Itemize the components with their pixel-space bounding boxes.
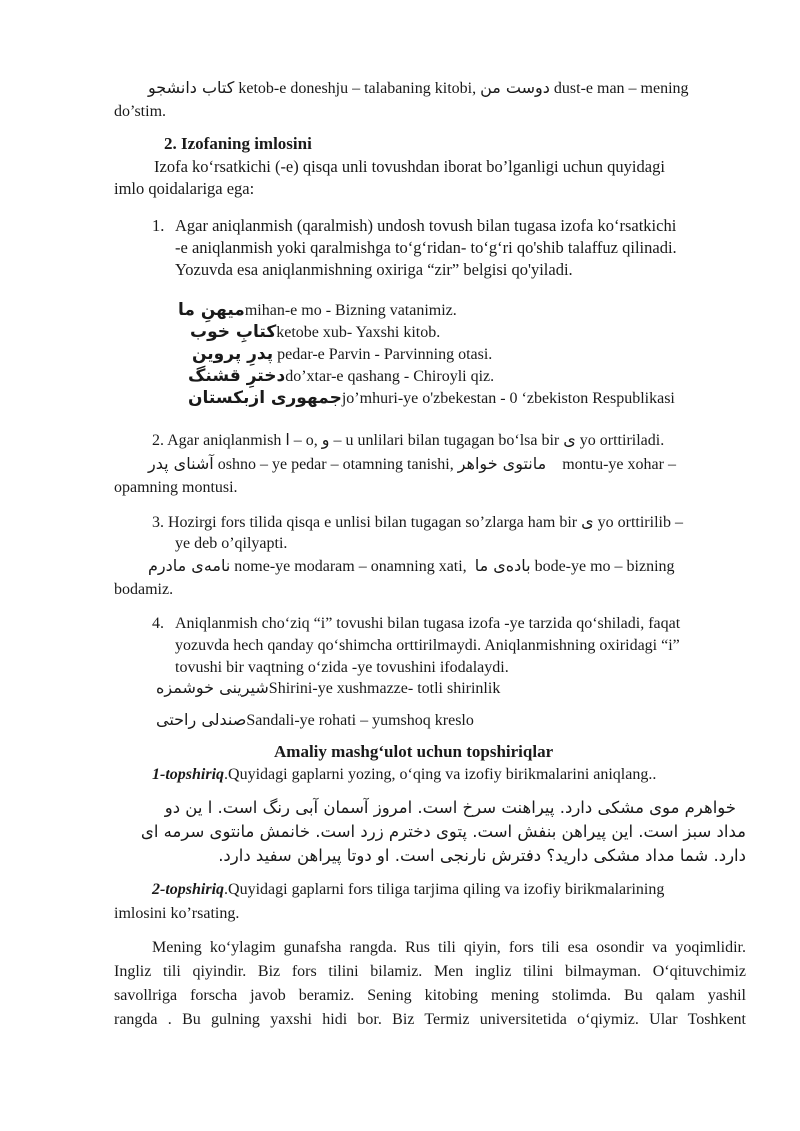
paragraph-line: Mening ko‘ylagim gunafsha rangda. Rus tili qiyin, fors tili esa osondir va yoqimlidir. [152,939,746,956]
transliteration: nome-ye modaram – onamning xati, [234,558,467,575]
intro-line: imlo qoidalariga ega: [114,179,255,198]
persian-letter: ی [563,430,576,449]
persian-exercise-line: دارد. شما مداد مشکی دارید؟ دفترش نارنجی است. او دوتا پیراهن سفید دارد. [218,846,746,865]
example-line [148,454,676,475]
example-translation: pedar-e Parvin - Parvinning otasi. [273,346,493,363]
rule-text: – u unlilari bilan tugagan bo‘lsa bir [333,432,560,449]
rule-line [152,430,664,451]
persian-example: جمهوری ازبکستان [188,388,342,408]
persian-letter: ا [285,430,290,449]
paragraph-example-line [148,78,689,99]
example-line: opamning montusi. [114,479,238,496]
persian-text: مانتوی خواهر [457,454,547,473]
rule-line: Yozuvda esa aniqlanmishning oxiriga “zir” belgisi qo'yiladi. [175,260,573,279]
transliteration: dust-e man – mening [553,80,689,97]
rule-line: Aniqlanmish cho‘ziq “i” tovushi bilan tugasa izofa -ye tarzida qo‘shiladi, faqat [175,615,681,632]
example-line [156,710,474,731]
persian-example: کتابِ خوب [190,322,277,342]
task-label: 2-topshiriq [152,881,225,898]
persian-letter: و [321,430,330,449]
section-heading: 2. Izofaning imlosini [164,134,312,153]
example-translation: do’xtar-e qashang - Chiroyli qiz. [285,368,495,385]
persian-exercise-line: مداد سبز است. این پیراهن بنفش است. پتوی دخترم زرد است. خانمش مانتوی سرمه ای [140,822,746,841]
persian-exercise-line: خواهرم موی مشکی دارد. پیراهنت سرخ است. امروز آسمان آبی رنگ است. ا ین دو [164,798,736,817]
transliteration: montu-ye xohar – [562,456,676,473]
paragraph-line: Ingliz tili qiyindir. Biz fors tilini bilamiz. Men ingliz tilini bilmayman. O‘qituvchimiz [114,963,746,980]
example-line: bodamiz. [114,581,174,598]
task-line [152,765,656,785]
persian-text: کتاب دانشجو [148,78,235,97]
task-line: imlosini ko’rsating. [114,905,240,922]
example-translation: ketobe xub- Yaxshi kitob. [276,324,441,341]
example-line [192,344,492,365]
task-text: .Quyidagi gaplarni yozing, o‘qing va izofiy birikmalarini aniqlang.. [224,766,657,783]
persian-example: دخترِ قشنگ [188,366,286,386]
paragraph-line: do’stim. [114,103,167,120]
rule-line: tovushi bir vaqtning o‘zida -ye tovushini ifodalaydi. [175,659,509,676]
rule-number: 3. [152,514,164,531]
example-line [188,388,675,409]
persian-text: صندلی راحتی [156,710,247,729]
rule-line: ye deb o’qilyapti. [175,535,288,552]
persian-example: پدرِ پروین [192,344,274,364]
paragraph-line: rangda . Bu gulning yaxshi hidi bor. Biz Termiz universitetida o‘qiymiz. Ular Toshkent [114,1011,746,1028]
rule-text: yo orttiriladi. [579,432,665,449]
example-line [190,322,440,343]
intro-line: Izofa ko‘rsatkichi (-e) qisqa unli tovushdan iborat bo’lganligi uchun quyidagi [154,157,665,176]
rule-line: Agar aniqlanmish (qaralmish) undosh tovush bilan tugasa izofa ko‘rsatkichi [175,216,677,235]
task-text: .Quyidagi gaplarni fors tiliga tarjima qiling va izofiy birikmalarining [224,881,665,898]
transliteration: Shirini-ye xushmazze- totli shirinlik [268,680,501,697]
example-line [188,366,494,387]
example-line [148,556,675,577]
rule-text: Hozirgi fors tilida qisqa e unlisi bilan tugagan so’zlarga ham bir [168,514,578,531]
rule-text: yo orttirilib – [597,514,683,531]
persian-text: باده‌ی ما [474,556,531,575]
example-translation: jo’mhuri-ye o'zbekestan - 0 ‘zbekiston Respublikasi [341,390,675,407]
rule-number: 2. [152,432,164,449]
persian-text: نامه‌ی مادرم [148,556,231,575]
persian-text: آشنای پدر [148,454,214,473]
persian-text: شیرینی خوشمزه [156,678,269,697]
rule-number: 1. [152,216,165,235]
rule-number: 4. [152,615,164,632]
example-line [156,678,500,699]
example-line [178,300,457,321]
task-line [152,880,664,900]
rule-line: yozuvda hech qanday qo‘shimcha orttirilmaydi. Aniqlanmishning oxiridagi “i” [175,637,680,654]
rule-text: Agar aniqlanmish [167,432,282,449]
rule-line [152,512,683,533]
persian-letter: ی [581,512,594,531]
rule-line: -e aniqlanmish yoki qaralmishga to‘g‘ridan- to‘g‘ri qo'shib talaffuz qilinadi. [175,238,677,257]
example-translation: mihan-e mo - Bizning vatanimiz. [244,302,457,319]
transliteration: oshno – ye pedar – otamning tanishi, [217,456,454,473]
transliteration: ketob-e doneshju – talabaning kitobi, [238,80,477,97]
persian-example: میهنِ ما [178,300,245,320]
transliteration: Sandali-ye rohati – yumshoq kreslo [246,712,474,729]
task-label: 1-topshiriq [152,766,225,783]
transliteration: bode-ye mo – bizning [534,558,675,575]
practice-heading: Amaliy mashg‘ulot uchun topshiriqlar [274,742,554,761]
persian-text: دوست من [480,78,550,97]
paragraph-line: savollriga forscha javob beramiz. Sening kitobing mening stolimda. Bu qalam yashil [114,987,746,1004]
rule-text: – o, [293,432,318,449]
